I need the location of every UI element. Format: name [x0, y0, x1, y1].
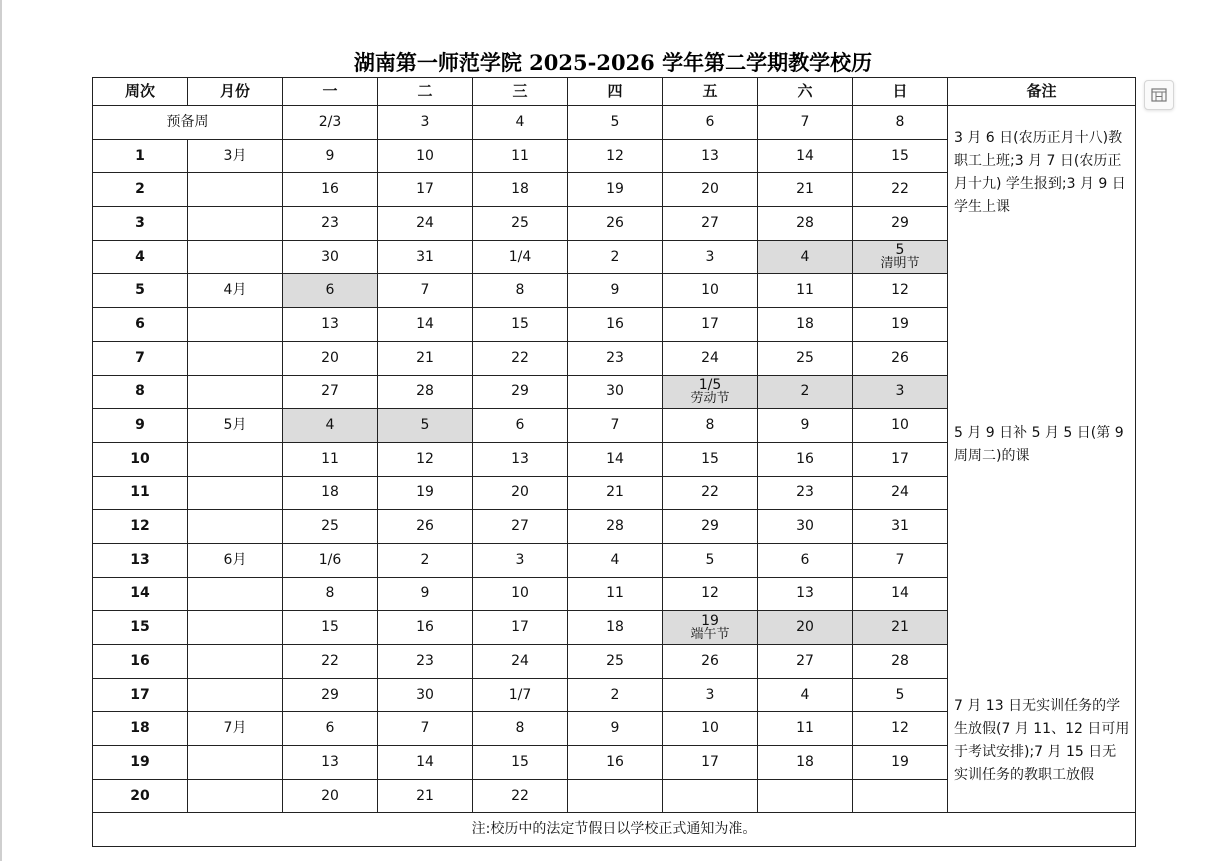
day-cell: 8 — [853, 106, 948, 140]
day-cell: 15 — [473, 308, 568, 342]
week-number: 20 — [93, 779, 188, 813]
week-number: 1 — [93, 139, 188, 173]
week-number: 6 — [93, 308, 188, 342]
day-cell: 4 — [758, 678, 853, 712]
day-cell: 27 — [473, 510, 568, 544]
day-cell: 7 — [568, 409, 663, 443]
month-label — [188, 577, 283, 611]
day-cell: 21 — [758, 173, 853, 207]
day-cell — [663, 779, 758, 813]
month-label — [188, 240, 283, 274]
day-cell: 20 — [283, 779, 378, 813]
day-cell: 2 — [568, 678, 663, 712]
week-number: 19 — [93, 746, 188, 780]
day-cell: 8 — [473, 274, 568, 308]
day-cell: 14 — [853, 577, 948, 611]
month-label — [188, 341, 283, 375]
day-cell: 2/3 — [283, 106, 378, 140]
day-cell: 7 — [378, 712, 473, 746]
day-cell: 25 — [473, 207, 568, 241]
day-cell: 6 — [758, 543, 853, 577]
day-cell: 13 — [758, 577, 853, 611]
week-number: 17 — [93, 678, 188, 712]
day-cell: 26 — [568, 207, 663, 241]
week-number: 12 — [93, 510, 188, 544]
day-cell: 3 — [663, 240, 758, 274]
day-cell — [663, 611, 758, 645]
day-cell: 11 — [568, 577, 663, 611]
day-cell: 23 — [283, 207, 378, 241]
day-cell: 19 — [853, 746, 948, 780]
day-cell: 30 — [758, 510, 853, 544]
day-cell: 8 — [473, 712, 568, 746]
day-cell: 15 — [473, 746, 568, 780]
day-cell: 26 — [663, 645, 758, 679]
month-label — [188, 442, 283, 476]
week-number: 5 — [93, 274, 188, 308]
day-cell: 14 — [378, 308, 473, 342]
day-cell — [568, 779, 663, 813]
day-cell: 23 — [378, 645, 473, 679]
day-cell: 11 — [758, 712, 853, 746]
day-cell: 20 — [758, 611, 853, 645]
week-number: 4 — [93, 240, 188, 274]
header-remarks: 备注 — [948, 78, 1136, 106]
day-cell: 29 — [283, 678, 378, 712]
day-cell: 24 — [473, 645, 568, 679]
header-wed: 三 — [473, 78, 568, 106]
day-cell: 1/6 — [283, 543, 378, 577]
day-cell: 17 — [663, 746, 758, 780]
week-number: 7 — [93, 341, 188, 375]
month-label — [188, 510, 283, 544]
day-cell: 6 — [473, 409, 568, 443]
week-number: 18 — [93, 712, 188, 746]
day-cell: 22 — [663, 476, 758, 510]
day-cell: 9 — [378, 577, 473, 611]
day-cell: 19 — [853, 308, 948, 342]
month-label — [188, 678, 283, 712]
day-cell: 28 — [378, 375, 473, 409]
month-label: 6月 — [188, 543, 283, 577]
day-cell: 2 — [568, 240, 663, 274]
day-cell: 29 — [663, 510, 758, 544]
day-cell: 15 — [663, 442, 758, 476]
day-cell: 9 — [283, 139, 378, 173]
day-cell: 11 — [758, 274, 853, 308]
month-label — [188, 779, 283, 813]
week-number: 2 — [93, 173, 188, 207]
day-cell: 5 — [568, 106, 663, 140]
day-cell: 29 — [473, 375, 568, 409]
day-cell: 12 — [853, 274, 948, 308]
side-toolbar-button[interactable] — [1144, 80, 1174, 110]
month-label: 3月 — [188, 139, 283, 173]
month-label — [188, 645, 283, 679]
day-cell: 18 — [568, 611, 663, 645]
day-cell: 14 — [378, 746, 473, 780]
day-cell: 11 — [283, 442, 378, 476]
day-cell: 12 — [853, 712, 948, 746]
day-cell: 23 — [568, 341, 663, 375]
week-number: 15 — [93, 611, 188, 645]
frame-icon — [1150, 86, 1168, 104]
header-thu: 四 — [568, 78, 663, 106]
holiday-label: 端午节 — [690, 626, 730, 642]
day-cell: 25 — [283, 510, 378, 544]
day-cell: 20 — [473, 476, 568, 510]
day-cell: 20 — [283, 341, 378, 375]
day-cell: 5 — [378, 409, 473, 443]
day-cell: 19 — [568, 173, 663, 207]
day-cell: 27 — [758, 645, 853, 679]
day-cell: 21 — [568, 476, 663, 510]
day-cell: 17 — [378, 173, 473, 207]
remark-summer-break: 7 月 13 日无实训任务的学生放假(7 月 11、12 日可用于考试安排);7 月 15 日无实训任务的教职工放假 — [954, 698, 1130, 783]
day-cell: 24 — [853, 476, 948, 510]
week-number: 11 — [93, 476, 188, 510]
day-cell: 17 — [853, 442, 948, 476]
week-number: 14 — [93, 577, 188, 611]
day-cell: 27 — [663, 207, 758, 241]
day-cell: 31 — [853, 510, 948, 544]
day-cell: 6 — [663, 106, 758, 140]
day-cell: 20 — [663, 173, 758, 207]
day-cell — [853, 779, 948, 813]
week-number: 3 — [93, 207, 188, 241]
day-cell: 13 — [283, 308, 378, 342]
header-sun: 日 — [853, 78, 948, 106]
week-number: 10 — [93, 442, 188, 476]
day-cell: 3 — [473, 543, 568, 577]
window-edge — [0, 0, 2, 861]
day-cell: 25 — [568, 645, 663, 679]
remark-makeup-class: 5 月 9 日补 5 月 5 日(第 9 周周二)的课 — [954, 425, 1124, 464]
day-cell: 26 — [378, 510, 473, 544]
day-cell: 9 — [568, 274, 663, 308]
day-cell: 22 — [473, 341, 568, 375]
day-cell: 21 — [378, 341, 473, 375]
day-cell: 7 — [378, 274, 473, 308]
holiday-label: 劳动节 — [690, 390, 730, 406]
day-cell: 10 — [663, 274, 758, 308]
holiday-label: 清明节 — [880, 256, 920, 272]
day-cell: 6 — [283, 712, 378, 746]
day-cell: 12 — [663, 577, 758, 611]
day-cell: 24 — [378, 207, 473, 241]
day-cell: 3 — [378, 106, 473, 140]
prep-week-label: 预备周 — [93, 106, 283, 140]
week-number: 9 — [93, 409, 188, 443]
day-number: 5 — [895, 242, 905, 259]
day-cell: 13 — [283, 746, 378, 780]
month-label: 5月 — [188, 409, 283, 443]
day-cell: 4 — [473, 106, 568, 140]
day-cell — [758, 779, 853, 813]
header-tue: 二 — [378, 78, 473, 106]
month-label: 4月 — [188, 274, 283, 308]
day-cell: 6 — [283, 274, 378, 308]
day-cell: 14 — [758, 139, 853, 173]
day-cell — [853, 240, 948, 274]
page-title: 湖南第一师范学院 2025-2026 学年第二学期教学校历 — [353, 50, 873, 75]
day-cell: 4 — [283, 409, 378, 443]
day-cell: 16 — [568, 746, 663, 780]
day-cell: 27 — [283, 375, 378, 409]
day-cell: 7 — [853, 543, 948, 577]
day-cell: 8 — [663, 409, 758, 443]
day-cell: 22 — [473, 779, 568, 813]
header-month: 月份 — [188, 78, 283, 106]
day-cell: 9 — [758, 409, 853, 443]
day-cell: 18 — [473, 173, 568, 207]
day-cell: 12 — [378, 442, 473, 476]
day-number: 19 — [701, 612, 719, 629]
day-cell: 18 — [758, 308, 853, 342]
day-cell: 8 — [283, 577, 378, 611]
day-cell: 17 — [473, 611, 568, 645]
week-number: 13 — [93, 543, 188, 577]
month-label: 7月 — [188, 712, 283, 746]
day-cell: 4 — [568, 543, 663, 577]
week-number: 8 — [93, 375, 188, 409]
day-cell: 10 — [853, 409, 948, 443]
day-cell: 1/4 — [473, 240, 568, 274]
day-cell: 18 — [758, 746, 853, 780]
footnote: 注:校历中的法定节假日以学校正式通知为准。 — [93, 813, 1136, 847]
day-cell: 17 — [663, 308, 758, 342]
day-cell: 21 — [378, 779, 473, 813]
note-row — [93, 813, 1136, 847]
day-cell: 3 — [663, 678, 758, 712]
month-label — [188, 173, 283, 207]
day-cell: 16 — [378, 611, 473, 645]
header-fri: 五 — [663, 78, 758, 106]
day-cell: 13 — [473, 442, 568, 476]
header-row — [93, 78, 1136, 106]
day-cell: 30 — [283, 240, 378, 274]
day-cell — [663, 375, 758, 409]
month-label — [188, 375, 283, 409]
day-cell: 16 — [758, 442, 853, 476]
day-cell: 15 — [853, 139, 948, 173]
day-cell: 14 — [568, 442, 663, 476]
day-cell: 31 — [378, 240, 473, 274]
day-number: 1/5 — [698, 376, 722, 393]
week-number: 16 — [93, 645, 188, 679]
remark-start-of-term: 3 月 6 日(农历正月十八)教职工上班;3 月 7 日(农历正月十九) 学生报到;3 月 9 日学生上课 — [954, 130, 1126, 215]
day-cell: 2 — [378, 543, 473, 577]
day-cell: 28 — [568, 510, 663, 544]
header-week: 周次 — [93, 78, 188, 106]
day-cell: 28 — [853, 645, 948, 679]
day-cell: 29 — [853, 207, 948, 241]
day-cell: 28 — [758, 207, 853, 241]
month-label — [188, 476, 283, 510]
day-cell: 21 — [853, 611, 948, 645]
day-cell: 30 — [378, 678, 473, 712]
day-cell: 16 — [283, 173, 378, 207]
day-cell: 10 — [663, 712, 758, 746]
day-cell: 30 — [568, 375, 663, 409]
day-cell: 18 — [283, 476, 378, 510]
day-cell: 5 — [663, 543, 758, 577]
month-label — [188, 207, 283, 241]
month-label — [188, 308, 283, 342]
day-cell: 3 — [853, 375, 948, 409]
day-cell: 15 — [283, 611, 378, 645]
day-cell: 23 — [758, 476, 853, 510]
day-cell: 10 — [473, 577, 568, 611]
header-sat: 六 — [758, 78, 853, 106]
day-cell: 25 — [758, 341, 853, 375]
day-cell: 16 — [568, 308, 663, 342]
day-cell: 1/7 — [473, 678, 568, 712]
day-cell: 4 — [758, 240, 853, 274]
day-cell: 26 — [853, 341, 948, 375]
month-label — [188, 611, 283, 645]
header-mon: 一 — [283, 78, 378, 106]
day-cell: 22 — [853, 173, 948, 207]
day-cell: 10 — [378, 139, 473, 173]
day-cell: 12 — [568, 139, 663, 173]
day-cell: 13 — [663, 139, 758, 173]
day-cell: 24 — [663, 341, 758, 375]
day-cell: 2 — [758, 375, 853, 409]
day-cell: 5 — [853, 678, 948, 712]
day-cell: 22 — [283, 645, 378, 679]
day-cell: 7 — [758, 106, 853, 140]
day-cell: 19 — [378, 476, 473, 510]
day-cell: 11 — [473, 139, 568, 173]
month-label — [188, 746, 283, 780]
day-cell: 9 — [568, 712, 663, 746]
